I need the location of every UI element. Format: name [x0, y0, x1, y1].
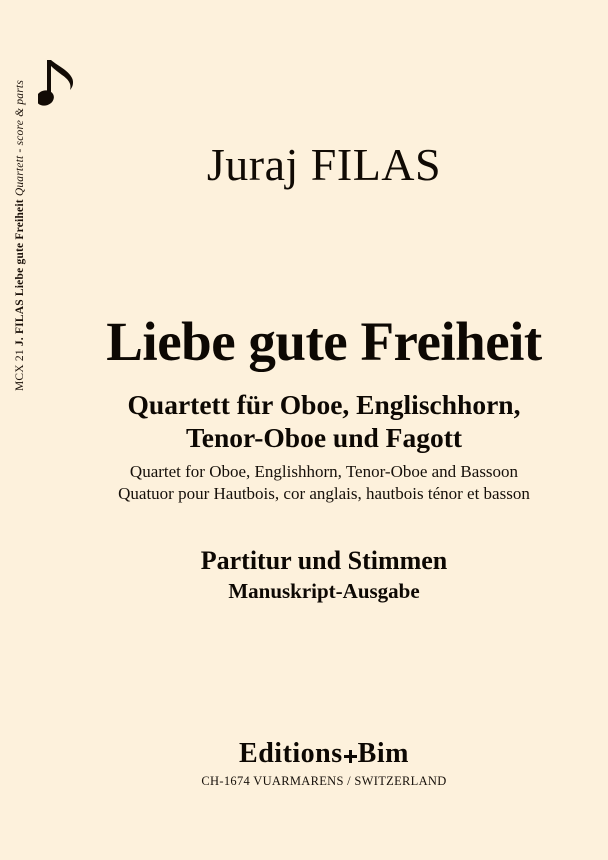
- subtitle-german-line-2: Tenor-Oboe und Fagott: [185, 422, 463, 453]
- bim-logo-icon: [344, 739, 357, 752]
- subtitle-french: Quatuor pour Hautbois, cor anglais, hautbois ténor et basson: [118, 484, 530, 503]
- edition-line-2: Manuskript-Ausgabe: [228, 579, 420, 603]
- publisher-block: [40, 738, 608, 789]
- spine-composer-title: J. FILAS Liebe gute Freiheit: [14, 199, 26, 347]
- spine-description: Quartett - score & parts: [14, 79, 26, 197]
- composer-first-name: Juraj: [206, 139, 299, 190]
- spine-catalog-number: MCX 21: [14, 349, 26, 391]
- page-title: Liebe gute Freiheit: [106, 311, 542, 372]
- publisher-name-part2: Bim: [357, 738, 409, 769]
- edition-line-1: Partitur und Stimmen: [200, 546, 448, 575]
- subtitle-german: [40, 388, 608, 454]
- subtitle-translations: [40, 461, 608, 505]
- composer-last-name: FILAS: [310, 139, 442, 190]
- subtitle-german-line-1: Quartett für Oboe, Englischhorn,: [127, 389, 521, 420]
- publisher-name: [239, 738, 409, 770]
- publisher-name-part1: Editions: [239, 738, 343, 769]
- edition-info: [40, 546, 608, 606]
- spine-label: [0, 0, 40, 860]
- subtitle-english: Quartet for Oboe, Englishhorn, Tenor-Oboe and Bassoon: [129, 462, 519, 481]
- cover-content: [40, 0, 608, 860]
- spine-text: [14, 11, 26, 391]
- publisher-address: CH-1674 VUARMARENS / SWITZERLAND: [201, 774, 447, 788]
- composer-name: [40, 138, 608, 191]
